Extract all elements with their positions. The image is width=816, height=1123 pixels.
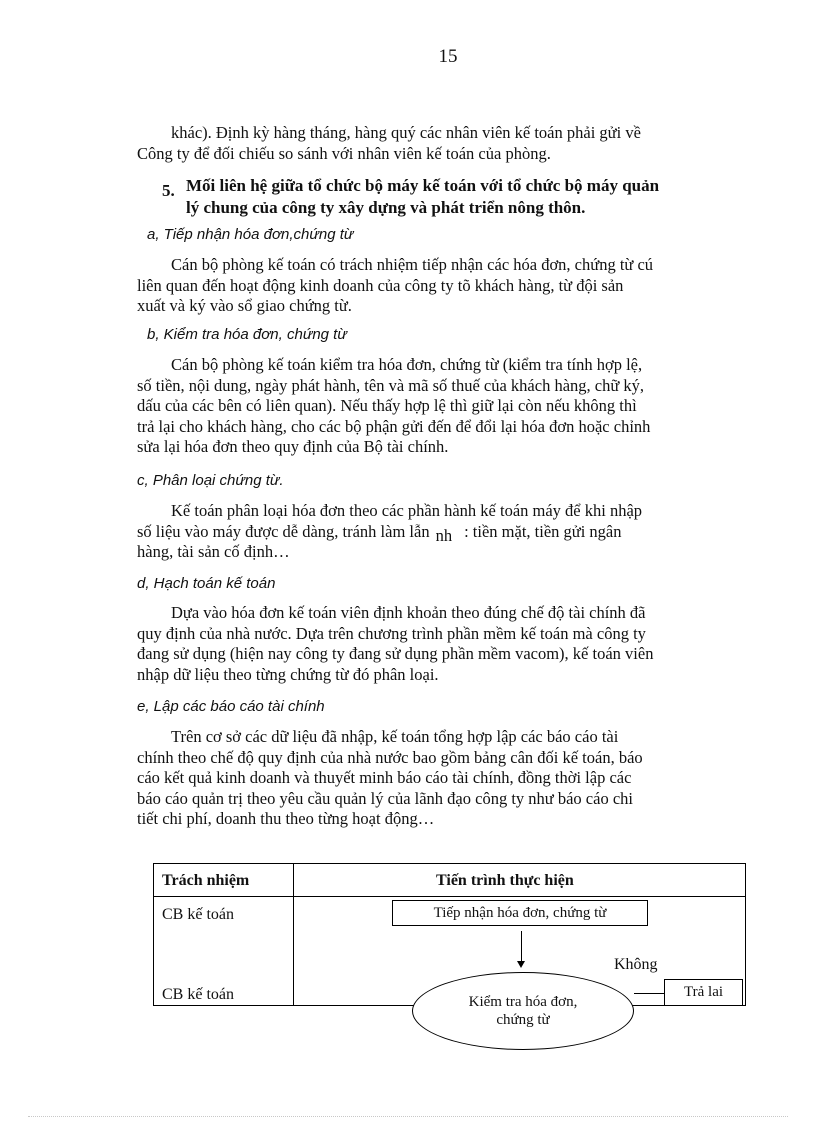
ellipse-line: Kiểm tra hóa đơn,: [468, 994, 578, 1010]
row-responsibility: CB kế toán: [162, 986, 234, 1003]
paragraph-line: chính theo chế độ quy định của nhà nước bao gồm bảng cân đối kế toán, báo: [137, 747, 643, 767]
subsection-e-title: e, Lập các báo cáo tài chính: [137, 698, 325, 715]
paragraph-line: Kế toán phân loại hóa đơn theo các phần hành kế toán máy để khi nhập: [171, 501, 643, 520]
ellipse-line: chứng từ: [496, 1012, 550, 1028]
section-title-line: lý chung của công ty xây dựng và phát triển nông thôn.: [186, 197, 586, 217]
section-title-line: Mối liên hệ giữa tổ chức bộ máy kế toán với tổ chức bộ máy quản: [186, 176, 660, 195]
inline-small-text: nh: [435, 525, 453, 545]
paragraph-fragment: số liệu vào máy được dễ dàng, tránh làm lẫn: [137, 521, 430, 541]
subsection-e-paragraph: [137, 727, 741, 830]
subsection-b-title: b, Kiểm tra hóa đơn, chứng từ: [147, 326, 347, 343]
paragraph-line: quy định của nhà nước. Dựa trên chương trình phần mềm kế toán mà công ty: [137, 623, 646, 643]
paragraph-line: Cán bộ phòng kế toán có trách nhiệm tiếp nhận các hóa đơn, chứng từ cú: [171, 255, 654, 274]
paragraph-line: dấu của các bên có liên quan). Nếu thấy hợp lệ thì giữ lại còn nếu không thì: [137, 396, 637, 415]
paragraph-line: hàng, tài sản cố định…: [137, 542, 290, 561]
paragraph-line: số tiền, nội dung, ngày phát hành, tên và mã số thuế của khách hàng, chữ ký,: [137, 375, 645, 395]
flow-arrow-line: [521, 931, 522, 963]
step-check-invoices-ellipse: [412, 972, 634, 1050]
page-bottom-divider: [28, 1116, 788, 1117]
paragraph-line: sửa lại hóa đơn theo quy định của Bộ tài chính.: [137, 437, 449, 456]
intro-paragraph: [137, 123, 741, 164]
subsection-a-paragraph: [137, 255, 741, 317]
subsection-d-paragraph: [137, 603, 741, 685]
paragraph-line: Trên cơ sở các dữ liệu đã nhập, kế toán tổng hợp lập các báo cáo tài: [171, 727, 619, 746]
paragraph-line: nhập dữ liệu theo từng chứng từ đó phân loại.: [137, 664, 439, 684]
subsection-d-title: d, Hạch toán kế toán: [137, 575, 276, 592]
header-divider: [154, 896, 746, 897]
branch-label: Không: [614, 956, 658, 973]
subsection-c-title: c, Phân loại chứng từ.: [137, 472, 284, 489]
step-return-box: Trả lai: [664, 979, 743, 1006]
paragraph-line: đang sử dụng (hiện nay công ty đang sử dụng phần mềm vacom), kế toán viên: [137, 644, 654, 663]
paragraph-line: cáo kết quả kinh doanh và thuyết minh báo cáo tài chính, đồng thời lập các: [137, 768, 632, 787]
paragraph-line: Dựa vào hóa đơn kế toán viên định khoản theo đúng chế độ tài chính đã: [171, 603, 646, 622]
column-divider: [293, 864, 294, 1006]
paragraph-line: tiết chi phí, doanh thu theo từng hoạt động…: [137, 809, 435, 828]
subsection-c-paragraph: [137, 501, 727, 563]
step-receive-invoices-box: Tiếp nhận hóa đơn, chứng từ: [392, 900, 648, 926]
branch-connector: [634, 993, 664, 994]
row-responsibility: CB kế toán: [162, 906, 234, 923]
arrow-down-icon: [517, 961, 525, 968]
paragraph-fragment: : tiền mặt, tiền gửi ngân: [464, 521, 622, 541]
page-number: 15: [438, 46, 458, 67]
subsection-a-title: a, Tiếp nhận hóa đơn,chứng từ: [147, 226, 354, 243]
paragraph-line: [137, 522, 727, 543]
paragraph-line: báo cáo quản trị theo yêu cầu quản lý của lãnh đạo công ty như báo cáo chi: [137, 788, 633, 808]
header-process: Tiến trình thực hiện: [436, 872, 574, 889]
intro-line: khác). Định kỳ hàng tháng, hàng quý các nhân viên kế toán phải gửi về: [171, 123, 641, 142]
paragraph-line: trả lại cho khách hàng, cho các bộ phận gửi đến để đổi lại hóa đơn hoặc chỉnh: [137, 416, 651, 436]
paragraph-line: liên quan đến hoạt động kinh doanh của công ty tõ khách hàng, từ đội sản: [137, 275, 624, 295]
subsection-b-paragraph: [137, 355, 741, 458]
paragraph-line: Cán bộ phòng kế toán kiểm tra hóa đơn, chứng từ (kiểm tra tính hợp lệ,: [171, 355, 643, 374]
process-flow-table: [153, 863, 746, 1028]
section-title: [186, 175, 742, 218]
section-number: 5.: [162, 181, 175, 200]
header-responsibility: Trách nhiệm: [162, 872, 250, 889]
intro-line: Công ty để đối chiếu so sánh với nhân viên kế toán của phòng.: [137, 143, 551, 163]
paragraph-line: xuất và ký vào sổ giao chứng từ.: [137, 296, 352, 315]
